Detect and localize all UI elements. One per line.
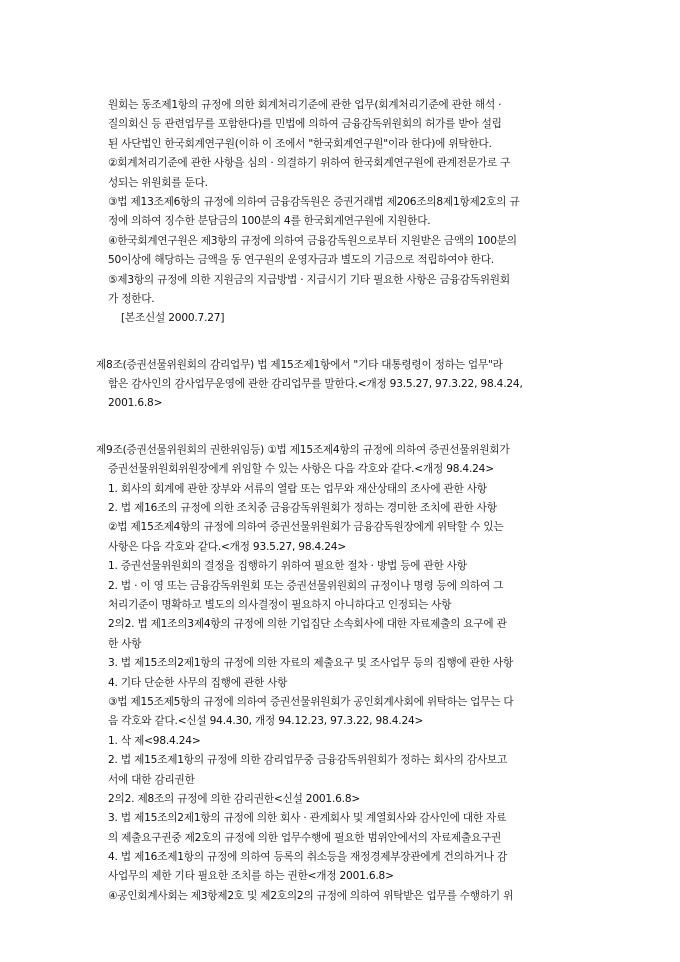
text-line: 된 사단법인 한국회계연구원(이하 이 조에서 "한국회계연구원"이라 한다)에 위탁한다. xyxy=(108,137,492,150)
text-line: 50이상에 해당하는 금액을 동 연구원의 운영자금과 별도의 기금으로 적립하여야 한다. xyxy=(108,254,494,267)
list-item: 1. 삭 제<98.4.24> xyxy=(108,734,201,747)
list-item: 4. 기타 단순한 사무의 집행에 관한 사항 xyxy=(108,676,288,689)
text-line: 가 정한다. xyxy=(108,292,155,305)
text-line: 2001.6.8> xyxy=(108,397,163,410)
paragraph-4: ④공인회계사회는 제3항제2호 및 제2호의2의 규정에 의하여 위탁받은 업무를 수행하기 위 xyxy=(108,889,514,902)
spacer xyxy=(0,414,680,441)
text-line: 함은 감사인의 감사업무운영에 관한 감리업무를 말한다.<개정 93.5.27, 97.3.22, 98.4.24, xyxy=(108,378,523,391)
list-item: 1. 회사의 회계에 관한 장부와 서류의 열람 또는 업무와 재산상태의 조사에 관한 사항 xyxy=(108,482,487,495)
list-item: 2. 법 제16조의 규정에 의한 조치중 금융감독위원회가 정하는 경미한 조치에 관한 사항 xyxy=(108,502,497,515)
paragraph-4: ④한국회계연구원은 제3항의 규정에 의하여 금융감독원으로부터 지원받은 금액의 100분의 xyxy=(108,234,517,247)
text-line: 원회는 동조제1항의 규정에 의한 회계처리기준에 관한 업무(회계처리기준에 관한 해석 · xyxy=(108,99,502,111)
text-line: 음 각호와 같다.<신설 94.4.30, 개정 94.12.23, 97.3.22, 98.4.24> xyxy=(108,715,424,728)
paragraph-2: ②법 제15조제4항의 규정에 의하여 증권선물위원회가 금융감독원장에게 위탁할 수 있는 xyxy=(108,521,504,534)
article-8-heading: 제8조(증권선물위원회의 감리업무) 법 제15조제1항에서 "기타 대통령령이 정하는 업무"라 xyxy=(96,358,503,371)
text-line: 성되는 위원회를 둔다. xyxy=(108,176,208,189)
paragraph-3: ③법 제13조제6항의 규정에 의하여 금융감독원은 증권거래법 제206조의8제1항제2호의 규 xyxy=(108,195,520,208)
paragraph-3: ③법 제15조제5항의 규정에 의하여 증권선물위원회가 공인회계사회에 위탁하는 업무는 다 xyxy=(108,695,514,708)
amendment-note: [본조신설 2000.7.27] xyxy=(121,312,225,325)
text-line: 한 사항 xyxy=(108,637,142,650)
text-line: 질의회신 등 관련업무를 포함한다)를 민법에 의하여 금융감독위원회의 허가를 받아 설립 xyxy=(108,118,502,131)
paragraph-2: ②회계처리기준에 관한 사항을 심의 · 의결하기 위하여 한국회계연구원에 관계전문가로 구 xyxy=(108,157,511,170)
list-item: 2. 법 · 이 영 또는 금융감독위원회 또는 증권선물위원회의 규정이나 명령 등에 의하여 그 xyxy=(108,579,504,592)
list-item: 3. 법 제15조의2제1항의 규정에 의한 자료의 제출요구 및 조사업무 등의 집행에 관한 사항 xyxy=(108,657,513,670)
spacer xyxy=(0,329,680,356)
list-item: 1. 증권선물위원회의 결정을 집행하기 위하여 필요한 절차 · 방법 등에 관한 사항 xyxy=(108,560,467,573)
list-item: 3. 법 제15조의2제1항의 규정에 의한 회사 · 관계회사 및 계열회사와 감사인에 대한 자료 xyxy=(108,812,507,825)
paragraph-5: ⑤제3항의 규정에 의한 지원금의 지급방법 · 지급시기 기타 필요한 사항은 금융감독위원회 xyxy=(108,273,510,286)
text-line: 증권선물위원회위원장에게 위임할 수 있는 사항은 다음 각호와 같다.<개정 98.4.24> xyxy=(108,463,494,476)
text-line: 처리기준이 명확하고 별도의 의사결정이 필요하지 아니하다고 인정되는 사항 xyxy=(108,598,452,611)
list-item: 2의2. 제8조의 규정에 의한 감리권한<신설 2001.6.8> xyxy=(108,792,361,805)
text-line: 사항은 다음 각호와 같다.<개정 93.5.27, 98.4.24> xyxy=(108,540,346,553)
text-line: 의 제출요구권중 제2호의 규정에 의한 업무수행에 필요한 범위안에서의 자료제출요구권 xyxy=(108,831,502,844)
list-item: 4. 법 제16조제1항의 규정에 의하여 등록의 취소등을 재정경제부장관에게 건의하거나 감 xyxy=(108,851,507,864)
article-9-heading: 제9조(증권선물위원회의 권한위임등) ①법 제15조제4항의 규정에 의하여 증권선물위원회가 xyxy=(96,443,510,456)
text-line: 서에 대한 감리권한 xyxy=(108,773,195,786)
list-item: 2의2. 법 제1조의3제4항의 규정에 의한 기업집단 소속회사에 대한 자료제출의 요구에 관 xyxy=(108,618,507,631)
list-item: 2. 법 제15조제1항의 규정에 의한 감리업무중 금융감독위원회가 정하는 회사의 감사보고 xyxy=(108,754,507,767)
text-line: 정에 의하여 징수한 분담금의 100분의 4를 한국회계연구원에 지원한다. xyxy=(108,215,431,228)
text-line: 사업무의 제한 기타 필요한 조치를 하는 권한<개정 2001.6.8> xyxy=(108,870,394,883)
